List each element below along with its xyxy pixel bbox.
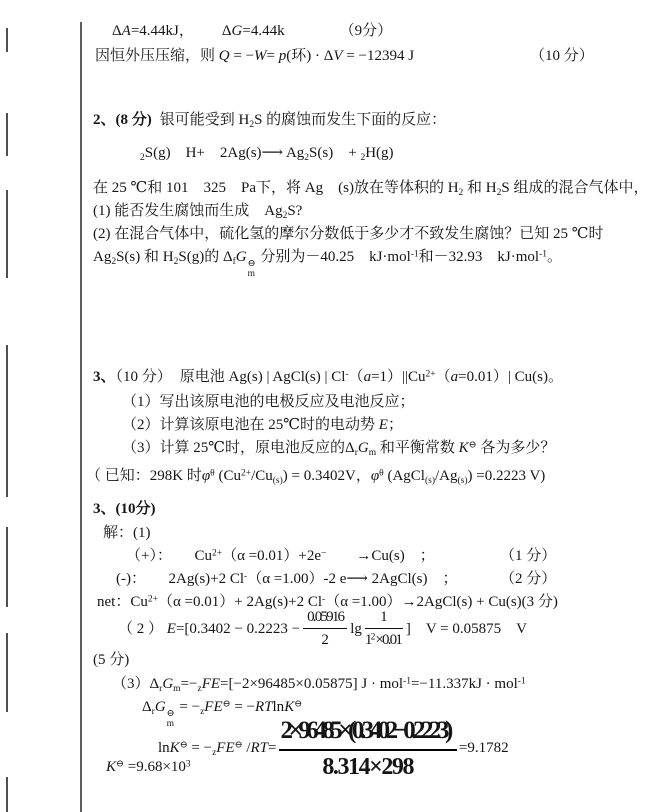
q-w-equation: 因恒外压压缩，则 Q = −W= p(环) · ΔV = −12394 J bbox=[95, 48, 415, 64]
q3-item1-text: （1）写出该原电池的电极反应及电池反应； bbox=[122, 394, 415, 410]
fraction-denominator: $1^2\times 0.01$ bbox=[364, 632, 402, 649]
score-10: （10 分） bbox=[530, 48, 594, 64]
score-5: (5 分) bbox=[93, 652, 130, 668]
scan-mark bbox=[6, 113, 8, 156]
reaction-text: $_2$S(g) H+ 2Ag(s)⟶ $Ag_2S(s)$ + $_2$H(g) bbox=[140, 145, 394, 163]
question3-item3 bbox=[122, 438, 555, 460]
question2-item1 bbox=[93, 201, 302, 223]
solution3-lnk-equation bbox=[158, 714, 509, 783]
question2-header bbox=[93, 110, 446, 132]
question2-title: 银可能受到 $H_2S$ 的腐蚀而发生下面的反应： bbox=[159, 112, 447, 130]
solution3-emf-equation bbox=[118, 607, 527, 651]
equilibrium-constant-result: $K^⊖ =9.68\times 10^3$ bbox=[106, 759, 191, 775]
solution3-intro-text: 解：(1) bbox=[103, 525, 151, 541]
question2-reaction-equation bbox=[140, 143, 394, 165]
known-text: （ 已知：298K 时$\varphi^\theta$ $(Cu^{2+}/Cu_{(s)}) = 0.3402V$，$\varphi^\theta$ $(AgCl_{(s)}/Ag_{(s)}) =0.2223$ V) bbox=[86, 468, 546, 486]
emf-result: ] V = 0.05875 V bbox=[405, 620, 527, 637]
fraction-numerator: 0.05916 bbox=[303, 607, 347, 629]
question3-title: 原电池 Ag(s) | AgCl(s) | $Cl^-(a=1)||Cu^{2+}(a=0.01)|$ Cu(s)。 bbox=[179, 369, 563, 385]
question2-body1 bbox=[93, 178, 648, 200]
question3-item1 bbox=[122, 392, 415, 412]
page-margin-line bbox=[80, 22, 82, 812]
question3-number: 3、 bbox=[93, 369, 116, 385]
scan-mark bbox=[6, 28, 8, 52]
question3-header bbox=[93, 367, 563, 387]
gibbs-energy-equation: $(3)\Delta_rG_m=-_zFE=[-2\times 96485\times 0.05875] J \cdot mol^{-1}=-11.337kJ \cdot mol^{-1}$ bbox=[112, 676, 526, 694]
question3-item2 bbox=[122, 415, 403, 435]
scan-mark bbox=[6, 777, 8, 812]
body1-text: 在 25 ℃和 101 325 Pa下，将 Ag (s)放在等体积的 $H_2$ 和 $H_2S$ 组成的混合气体中， bbox=[93, 180, 649, 198]
score-9: （9分） bbox=[339, 23, 393, 39]
fraction-activity-quotient bbox=[365, 607, 403, 651]
solution3-gibbs-line bbox=[112, 674, 526, 696]
question2-item2 bbox=[93, 224, 604, 244]
net-reaction: net：$Cu^{2+}(\alpha =0.01)+ 2Ag(s)+2$ Cl-（α =1.00）→2AgCl(s) + Cu(s)(3 分) bbox=[97, 594, 558, 610]
fraction-denominator: 8.314×298 bbox=[322, 753, 414, 780]
fraction-numerator: 2×96485×(0.3402−0.2223) bbox=[279, 714, 457, 751]
delta-a-value: ΔA=4.44kJ， bbox=[112, 23, 194, 39]
solution3-intro bbox=[103, 523, 151, 543]
scan-mark bbox=[6, 527, 8, 607]
fraction-denominator: 2 bbox=[321, 632, 329, 649]
lnk-prefix: $\ln K^⊖ = -_zFE^⊖$ /RT= bbox=[158, 739, 277, 758]
score-2: （2 分） bbox=[500, 571, 557, 587]
answer1-line1 bbox=[112, 21, 392, 41]
q3-item2-text: （2）计算该原电池在 25℃时的电动势 E； bbox=[122, 417, 403, 433]
delta-g-value: ΔG=4.44k bbox=[221, 23, 285, 39]
question3-score: （10 分） bbox=[115, 369, 172, 385]
cathode-reaction: （+）： $Cu^{2+}(\alpha =0.01)+2e^-$ →Cu(s) ； bbox=[126, 548, 435, 564]
question2-body2 bbox=[93, 247, 562, 280]
question3-known-values bbox=[86, 466, 545, 488]
scan-mark bbox=[6, 190, 8, 278]
fraction-nernst-coefficient bbox=[303, 607, 347, 651]
standard-gibbs-equation: $\Delta_rG$ ⊖ m = $-_zFE^⊖ = -RTlnK^⊖$ bbox=[142, 699, 303, 730]
fraction-numerator: 1 bbox=[365, 607, 403, 629]
lg-operator: lg bbox=[350, 620, 362, 637]
item2-text: (2) 在混合气体中，硫化氢的摩尔分数低于多少才不致发生腐蚀？已知 25 ℃时 bbox=[93, 226, 604, 242]
solution3-cathode-line bbox=[126, 546, 557, 566]
item1-text: (1) 能否发生腐蚀而生成 $Ag_2S$? bbox=[93, 203, 303, 221]
question2-number: 2、(8 分) bbox=[93, 112, 152, 128]
solution3-k-line bbox=[106, 757, 191, 777]
solution3-header-text: 3、(10分) bbox=[93, 501, 156, 517]
emf-prefix: （ 2 ） E=[0.3402 − 0.2223 − bbox=[118, 620, 301, 637]
scan-mark bbox=[6, 345, 8, 497]
body2-text: $Ag_2S(s)$ 和 $H_2S(g)$的 $\Delta_fG$ ⊖ m 分别为－40.25 kJ·mol$^{-1}$和－32.93 kJ·mol$^{-1}$。 bbox=[93, 249, 563, 280]
answer1-line2 bbox=[95, 46, 594, 66]
fraction-lnk bbox=[279, 714, 457, 783]
score-5-line bbox=[93, 650, 129, 670]
lnk-result: =9.1782 bbox=[458, 740, 509, 757]
score-1: （1 分） bbox=[500, 548, 557, 564]
q3-item3-text: （3）计算 25℃时，原电池反应的$\Delta_rG_m$ 和平衡常数 K⊖ 各为多少？ bbox=[122, 440, 556, 458]
scan-mark bbox=[6, 633, 8, 712]
solution3-anode-line bbox=[116, 569, 557, 589]
anode-reaction: (-)： 2Ag(s)+2 Cl-（α =1.00）-2 e⟶ 2AgCl(s) ； bbox=[116, 571, 458, 587]
solution3-header bbox=[93, 499, 156, 519]
